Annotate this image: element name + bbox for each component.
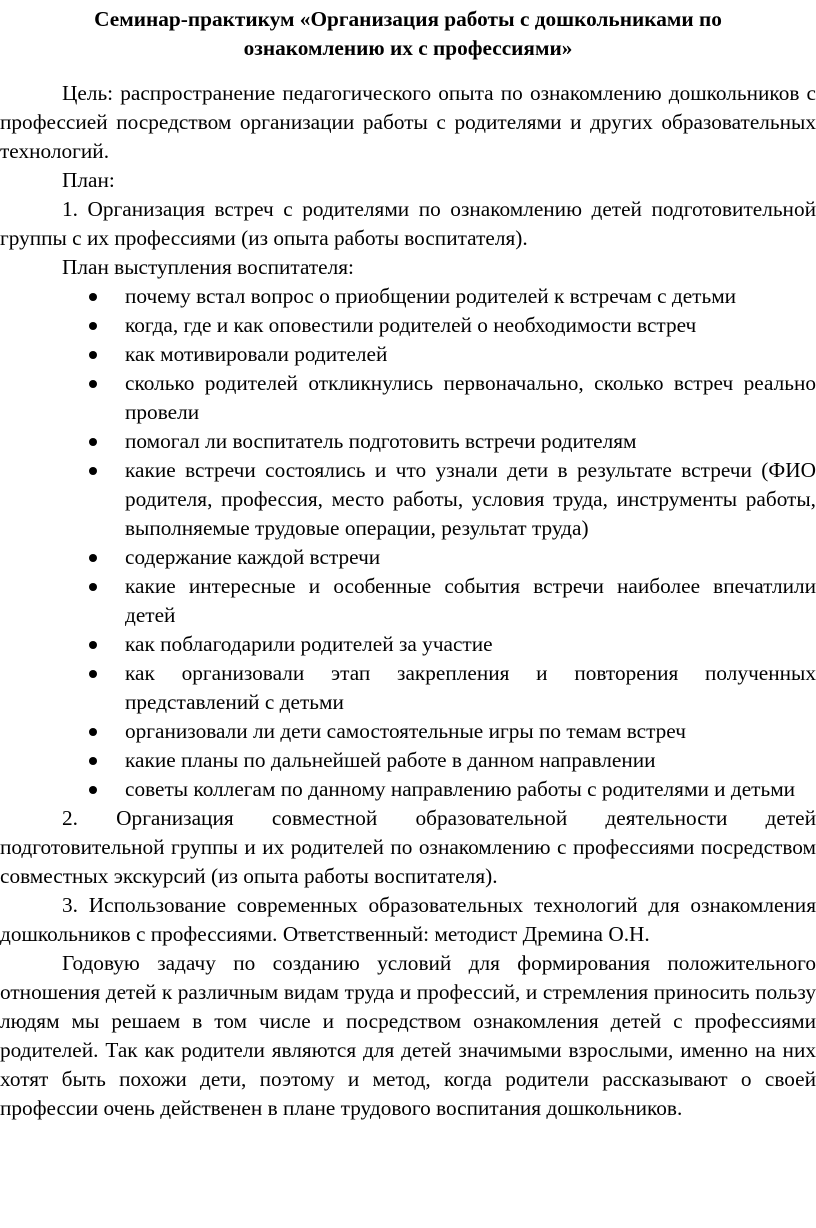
- list-item-text: советы коллегам по данному направлению работы с родителями и детьми: [125, 777, 796, 801]
- list-item-text: почему встал вопрос о приобщении родителей к встречам с детьми: [125, 284, 737, 308]
- list-item: [125, 572, 816, 630]
- list-item: [125, 427, 816, 456]
- bullet-icon: [89, 670, 97, 678]
- list-item-text: помогал ли воспитатель подготовить встречи родителям: [125, 429, 637, 453]
- list-item-text: какие интересные и особенные события встречи наиболее впечатлили детей: [125, 574, 816, 627]
- list-item: [125, 369, 816, 427]
- speech-plan-list: [0, 282, 816, 804]
- list-item: [125, 456, 816, 543]
- goal-paragraph: Цель: распространение педагогического опыта по ознакомлению дошкольников с профессией посредством организации работы с родителями и других образовательных технологий.: [0, 81, 816, 163]
- plan-label: План:: [62, 168, 115, 192]
- document-title: [0, 5, 816, 63]
- title-line-1: Семинар-практикум «Организация работы с дошкольниками по: [94, 7, 722, 31]
- bullet-icon: [89, 583, 97, 591]
- list-item-text: когда, где и как оповестили родителей о необходимости встреч: [125, 313, 697, 337]
- bullet-icon: [89, 380, 97, 388]
- bullet-icon: [89, 438, 97, 446]
- list-item: [125, 775, 816, 804]
- document-page: [0, 5, 816, 1228]
- list-item: [125, 717, 816, 746]
- list-item: [125, 543, 816, 572]
- list-item-text: содержание каждой встречи: [125, 545, 381, 569]
- list-item: [125, 630, 816, 659]
- title-line-2: ознакомлению их с профессиями»: [243, 36, 573, 60]
- list-item: [125, 659, 816, 717]
- list-item-text: как поблагодарили родителей за участие: [125, 632, 493, 656]
- list-item: [125, 282, 816, 311]
- bullet-icon: [89, 322, 97, 330]
- bullet-icon: [89, 351, 97, 359]
- speech-plan-label: План выступления воспитателя:: [62, 255, 354, 279]
- bullet-icon: [89, 641, 97, 649]
- bullet-icon: [89, 757, 97, 765]
- list-item: [125, 340, 816, 369]
- list-item-text: сколько родителей откликнулись первоначально, сколько встреч реально провели: [125, 371, 816, 424]
- list-item-text: какие планы по дальнейшей работе в данном направлении: [125, 748, 656, 772]
- bullet-icon: [89, 467, 97, 475]
- plan-item-2: 2. Организация совместной образовательной деятельности детей подготовительной группы и их родителей по ознакомлению с профессиями посредством совместных экскурсий (из опыта работы воспитателя).: [0, 806, 816, 888]
- list-item: [125, 746, 816, 775]
- closing-paragraph: Годовую задачу по созданию условий для формирования положительного отношения детей к различным видам труда и профессий, и стремления приносить пользу людям мы решаем в том числе и посредством ознакомления детей с профессиями родителей. Так как родители являются для детей значимыми взрослыми, именно на них хотят быть похожи дети, поэтому и метод, когда родители рассказывают о своей профессии очень действенен в плане трудового воспитания дошкольников.: [0, 951, 816, 1120]
- plan-item-1: 1. Организация встреч с родителями по ознакомлению детей подготовительной группы с их профессиями (из опыта работы воспитателя).: [0, 197, 816, 250]
- list-item-text: как организовали этап закрепления и повторения полученных представлений с детьми: [125, 661, 816, 714]
- bullet-icon: [89, 728, 97, 736]
- bullet-icon: [89, 786, 97, 794]
- bullet-icon: [89, 293, 97, 301]
- bullet-icon: [89, 554, 97, 562]
- plan-item-3: 3. Использование современных образовательных технологий для ознакомления дошкольников с профессиями. Ответственный: методист Дремина О.Н.: [0, 893, 816, 946]
- list-item-text: как мотивировали родителей: [125, 342, 388, 366]
- list-item-text: какие встречи состоялись и что узнали дети в результате встречи (ФИО родителя, профессия, место работы, условия труда, инструменты работы, выполняемые трудовые операции, результат труда): [125, 458, 816, 540]
- list-item-text: организовали ли дети самостоятельные игры по темам встреч: [125, 719, 686, 743]
- list-item: [125, 311, 816, 340]
